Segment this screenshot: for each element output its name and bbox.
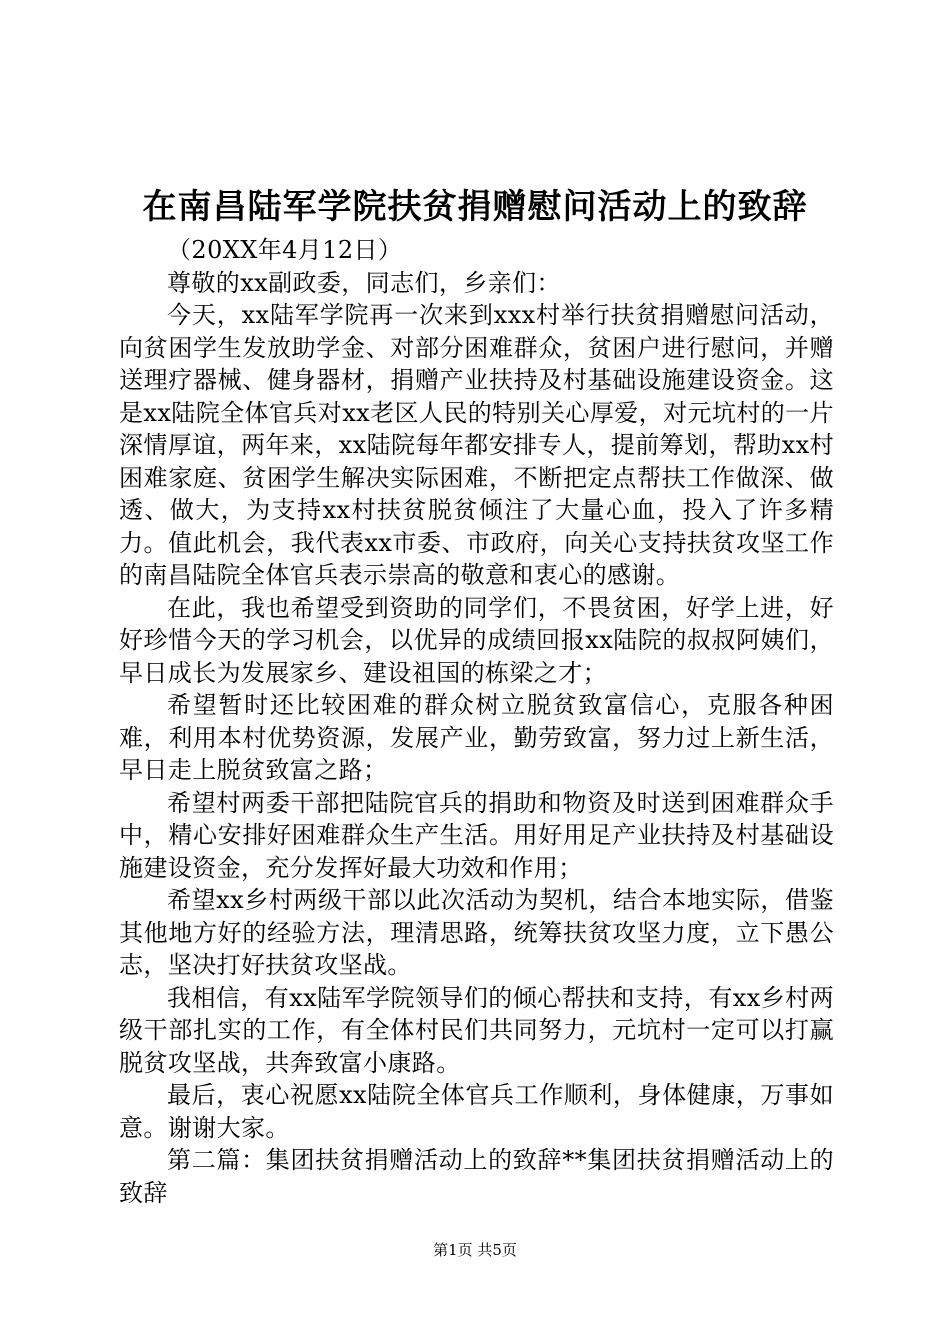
paragraph: 希望村两委干部把陆院官兵的捐助和物资及时送到困难群众手中，精心安排好困难群众生产生活。用好用足产业扶持及村基础设施建设资金，充分发挥好最大功效和作用； xyxy=(119,788,834,882)
paragraph: 今天，xx陆军学院再一次来到xxx村举行扶贫捐赠慰问活动，向贫困学生发放助学金、对部分困难群众，贫困户进行慰问，并赠送理疗器械、健身器材，捐赠产业扶持及村基础设施建设资金。这是xx陆院全体官兵对xx老区人民的特别关心厚爱，对元坑村的一片深情厚谊，两年来，xx陆院每年都安排专人，提前筹划，帮助xx村困难家庭、贫困学生解决实际困难，不断把定点帮扶工作做深、做透、做大，为支持xx村扶贫脱贫倾注了大量心血，投入了许多精力。值此机会，我代表xx市委、市政府，向关心支持扶贫攻坚工作的南昌陆院全体官兵表示崇高的敬意和衷心的感谢。 xyxy=(119,301,834,589)
page-footer: 第1页 共5页 xyxy=(433,1241,517,1259)
paragraph: 在此，我也希望受到资助的同学们，不畏贫困，好学上进，好好珍惜今天的学习机会，以优异的成绩回报xx陆院的叔叔阿姨们，早日成长为发展家乡、建设祖国的栋梁之才； xyxy=(119,593,834,687)
date-line: （20XX年4月12日） xyxy=(167,236,403,264)
section-heading: 第二篇：集团扶贫捐赠活动上的致辞**集团扶贫捐赠活动上的致辞 xyxy=(119,1146,834,1207)
closing-paragraph: 最后，衷心祝愿xx陆院全体官兵工作顺利，身体健康，万事如意。谢谢大家。 xyxy=(119,1081,834,1142)
salutation: 尊敬的xx副政委，同志们，乡亲们： xyxy=(167,268,561,297)
paragraph: 希望xx乡村两级干部以此次活动为契机，结合本地实际，借鉴其他地方好的经验方法，理清思路，统筹扶贫攻坚力度，立下愚公志，坚决打好扶贫攻坚战。 xyxy=(119,886,834,979)
document-body xyxy=(119,234,834,1209)
paragraph: 我相信，有xx陆军学院领导们的倾心帮扶和支持，有xx乡村两级干部扎实的工作，有全体村民们共同努力，元坑村一定可以打赢脱贫攻坚战，共奔致富小康路。 xyxy=(119,983,834,1077)
document-title: 在南昌陆军学院扶贫捐赠慰问活动上的致辞 xyxy=(142,187,808,227)
paragraph: 希望暂时还比较困难的群众树立脱贫致富信心，克服各种困难，利用本村优势资源，发展产业，勤劳致富，努力过上新生活，早日走上脱贫致富之路； xyxy=(119,691,834,784)
